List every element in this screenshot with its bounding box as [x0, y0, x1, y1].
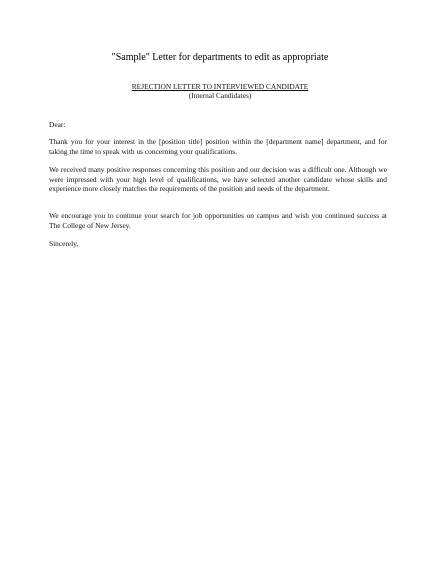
subject-subline: (Internal Candidates)	[188, 91, 252, 100]
salutation: Dear:	[49, 120, 66, 129]
document-heading: "Sample" Letter for departments to edit as appropriate	[111, 52, 329, 63]
subject-line: REJECTION LETTER TO INTERVIEWED CANDIDATE	[131, 82, 309, 91]
closing: Sincerely,	[49, 239, 79, 248]
paragraph-1: Thank you for your interest in the [position title] position within the [department name] department, and for taking the time to speak with us concerning your qualifications.	[49, 137, 387, 156]
subject-block	[0, 82, 440, 100]
paragraph-2: We received many positive responses concerning this position and our decision was a difficult one. Although we were impressed with your high level of qualifications, we have selected another candidate whose skills and experience more closely matches the requirements of the position and needs of the department.	[49, 165, 387, 194]
paragraph-3: We encourage you to continue your search for job opportunities on campus and wish you continued success at The College of New Jersey.	[49, 211, 387, 230]
